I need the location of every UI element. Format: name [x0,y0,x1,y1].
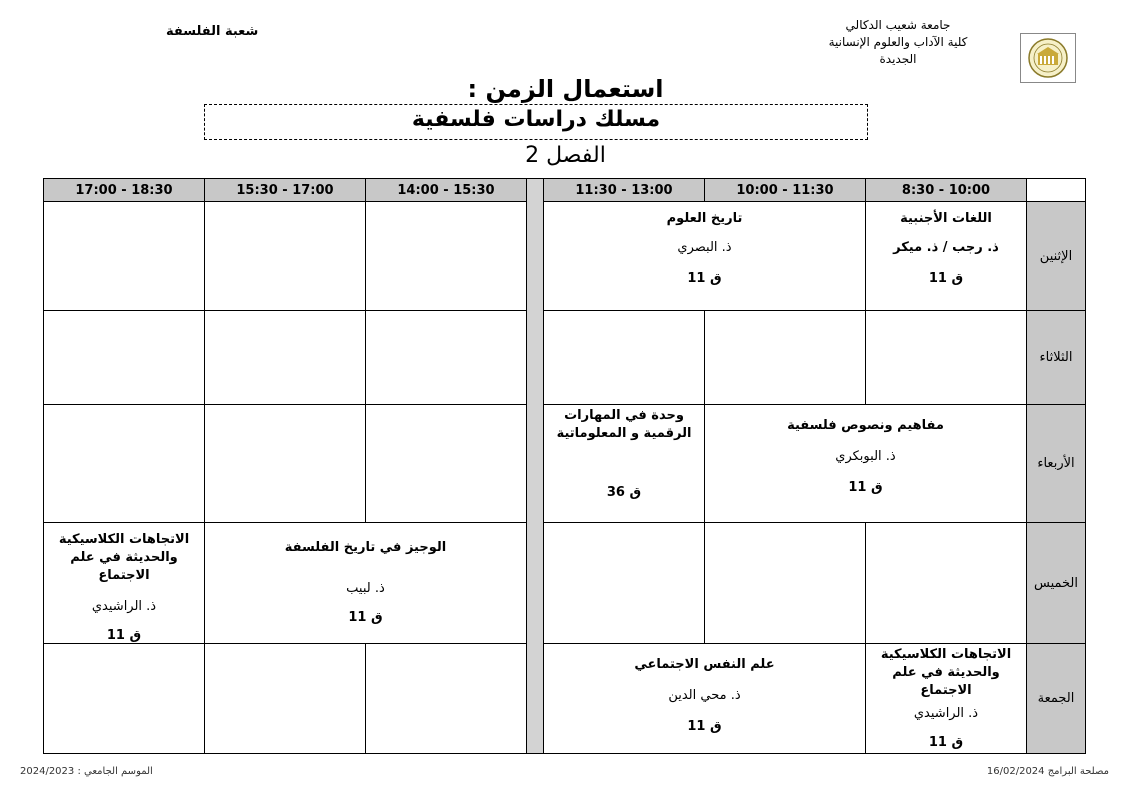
course-name: الاتجاهات الكلاسيكية والحديثة في علم الاجتماع [58,532,190,583]
header-row [44,179,1086,202]
course-name: الاتجاهات الكلاسيكية والحديثة في علم الاجتماع [880,647,1012,698]
table-row [44,405,1086,523]
empty-cell [544,311,705,405]
day-label: الخميس [1027,523,1086,644]
room-number: ق 11 [348,610,383,625]
time-slot-header: 14:00 - 15:30 [366,179,527,202]
professor-name: ذ. رجب / ذ. ميكر [893,240,999,255]
room-number: ق 11 [687,719,722,734]
page-title: استعمال الزمن : [467,75,664,103]
empty-cell [366,405,527,523]
room-number: ق 11 [687,271,722,286]
professor-name: ذ. البوبكري [835,449,896,464]
table-row [44,644,1086,754]
empty-cell [44,202,205,311]
empty-cell [366,202,527,311]
semester-label: الفصل 2 [525,143,606,168]
session-cell [705,405,1027,523]
university-name [783,17,1013,68]
room-number: ق 11 [928,271,964,286]
day-label: الإثنين [1027,202,1086,311]
professor-name: ذ. البصري [677,240,732,255]
session-cell [866,644,1027,754]
university-line-2: كلية الآداب والعلوم الإنسانية [828,35,968,49]
session-cell [544,405,705,523]
time-slot-header: 8:30 - 10:00 [866,179,1027,202]
day-label: الأربعاء [1027,405,1086,523]
course-name: اللغات الأجنبية [900,211,992,226]
session-cell [866,202,1027,311]
department-name: شعبة الفلسفة [166,24,259,39]
day-label: الجمعة [1027,644,1086,754]
timetable [43,178,1086,754]
empty-cell [205,644,366,754]
course-name: الوجيز في تاريخ الفلسفة [284,540,447,555]
course-name: وحدة في المهارات الرقمية و المعلوماتية [556,408,692,441]
academic-year: الموسم الجامعي : 2024/2023 [20,766,153,777]
empty-cell [866,523,1027,644]
empty-cell [205,202,366,311]
room-number: ق 11 [848,480,883,495]
time-slot-header: 10:00 - 11:30 [705,179,866,202]
day-label: الثلاثاء [1027,311,1086,405]
session-cell [205,523,527,644]
room-number: ق 11 [928,735,964,750]
corner-cell [1027,179,1086,202]
course-name: مفاهيم ونصوص فلسفية [787,418,944,433]
empty-cell [44,311,205,405]
professor-name: ذ. الراشيدي [91,599,157,614]
empty-cell [366,311,527,405]
empty-cell [205,311,366,405]
table-row [44,311,1086,405]
time-slot-header: 17:00 - 18:30 [44,179,205,202]
session-cell [544,644,866,754]
professor-name: ذ. الراشيدي [913,706,979,721]
course-name: علم النفس الاجتماعي [634,657,775,672]
empty-cell [44,644,205,754]
programs-service-date: مصلحة البرامج 16/02/2024 [986,766,1109,777]
time-slot-header: 11:30 - 13:00 [544,179,705,202]
empty-cell [866,311,1027,405]
room-number: ق 11 [106,628,142,643]
university-line-1: جامعة شعيب الدكالي [845,18,951,32]
professor-name: ذ. محي الدين [668,688,741,703]
empty-cell [205,405,366,523]
empty-cell [544,523,705,644]
empty-cell [705,311,866,405]
empty-cell [44,405,205,523]
lunch-break-column [527,179,544,754]
table-row [44,523,1086,644]
track-name: مسلك دراسات فلسفية [204,104,868,140]
room-number: ق 36 [606,485,642,500]
course-name: تاريخ العلوم [666,211,743,226]
table-row [44,202,1086,311]
session-cell [44,523,205,644]
empty-cell [366,644,527,754]
empty-cell [705,523,866,644]
session-cell [544,202,866,311]
time-slot-header: 15:30 - 17:00 [205,179,366,202]
professor-name: ذ. لبيب [346,581,385,596]
university-line-3: الجديدة [879,52,917,66]
